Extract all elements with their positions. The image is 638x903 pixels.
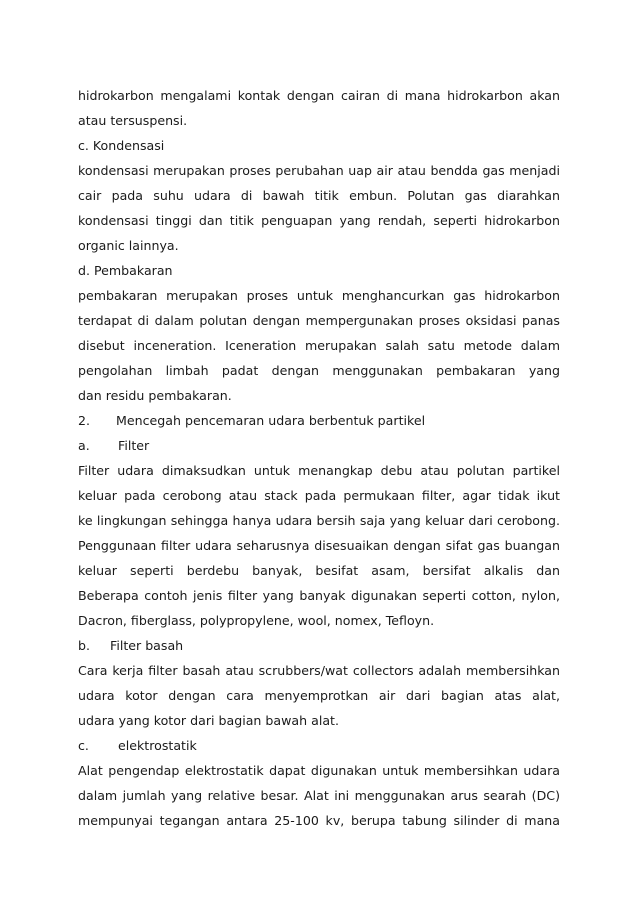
- text-line: pengolahan limbah padat dengan menggunakan pembakaran yang: [78, 363, 560, 378]
- text-line: Dacron, fiberglass, polypropylene, wool, nomex, Tefloyn.: [78, 613, 435, 628]
- heading-text: Mencegah pencemaran udara berbentuk partikel: [116, 413, 426, 428]
- text-line: Filter udara dimaksudkan untuk menangkap debu atau polutan partikel: [78, 463, 560, 478]
- lettered-heading: [78, 438, 560, 454]
- numbered-heading: [78, 413, 560, 429]
- text-line: Cara kerja filter basah atau scrubbers/wat collectors adalah membersihkan: [78, 663, 560, 678]
- heading-text: elektrostatik: [118, 738, 197, 753]
- text-line: disebut inceneration. Iceneration merupakan salah satu metode dalam: [78, 338, 560, 353]
- text-line: atau tersuspensi.: [78, 113, 188, 128]
- text-line: ke lingkungan sehingga hanya udara bersih saja yang keluar dari cerobong.: [78, 513, 560, 528]
- lettered-heading: [78, 638, 560, 654]
- text-line: Alat pengendap elektrostatik dapat digunakan untuk membersihkan udara: [78, 763, 560, 778]
- text-line: pembakaran merupakan proses untuk menghancurkan gas hidrokarbon: [78, 288, 560, 303]
- text-line: udara yang kotor dari bagian bawah alat.: [78, 713, 340, 728]
- text-line: Beberapa contoh jenis filter yang banyak digunakan seperti cotton, nylon,: [78, 588, 560, 603]
- text-line: mempunyai tegangan antara 25-100 kv, berupa tabung silinder di mana: [78, 813, 560, 828]
- text-line: kondensasi merupakan proses perubahan uap air atau bendda gas menjadi: [78, 163, 560, 178]
- text-line: organic lainnya.: [78, 238, 179, 253]
- text-line: udara kotor dengan cara menyemprotkan air dari bagian atas alat,: [78, 688, 560, 703]
- text-line: keluar pada cerobong atau stack pada permukaan filter, agar tidak ikut: [78, 488, 560, 503]
- text-line: Penggunaan filter udara seharusnya disesuaikan dengan sifat gas buangan: [78, 538, 560, 553]
- list-marker: b.: [78, 638, 90, 653]
- text-line: dalam jumlah yang relative besar. Alat ini menggunakan arus searah (DC): [78, 788, 560, 803]
- text-line: keluar seperti berdebu banyak, besifat asam, bersifat alkalis dan: [78, 563, 560, 578]
- text-line: cair pada suhu udara di bawah titik embun. Polutan gas diarahkan: [78, 188, 560, 203]
- text-line: dan residu pembakaran.: [78, 388, 232, 403]
- text-line: terdapat di dalam polutan dengan mempergunakan proses oksidasi panas: [78, 313, 560, 328]
- heading-text: Filter basah: [110, 638, 184, 653]
- lettered-heading: [78, 738, 560, 754]
- text-line: kondensasi tinggi dan titik penguapan yang rendah, seperti hidrokarbon: [78, 213, 560, 228]
- list-marker: 2.: [78, 413, 91, 428]
- heading-text: Filter: [118, 438, 150, 453]
- list-marker: a.: [78, 438, 90, 453]
- section-heading: c. Kondensasi: [78, 138, 165, 153]
- text-line: hidrokarbon mengalami kontak dengan cairan di mana hidrokarbon akan: [78, 88, 560, 103]
- list-marker: c.: [78, 738, 89, 753]
- section-heading: d. Pembakaran: [78, 263, 173, 278]
